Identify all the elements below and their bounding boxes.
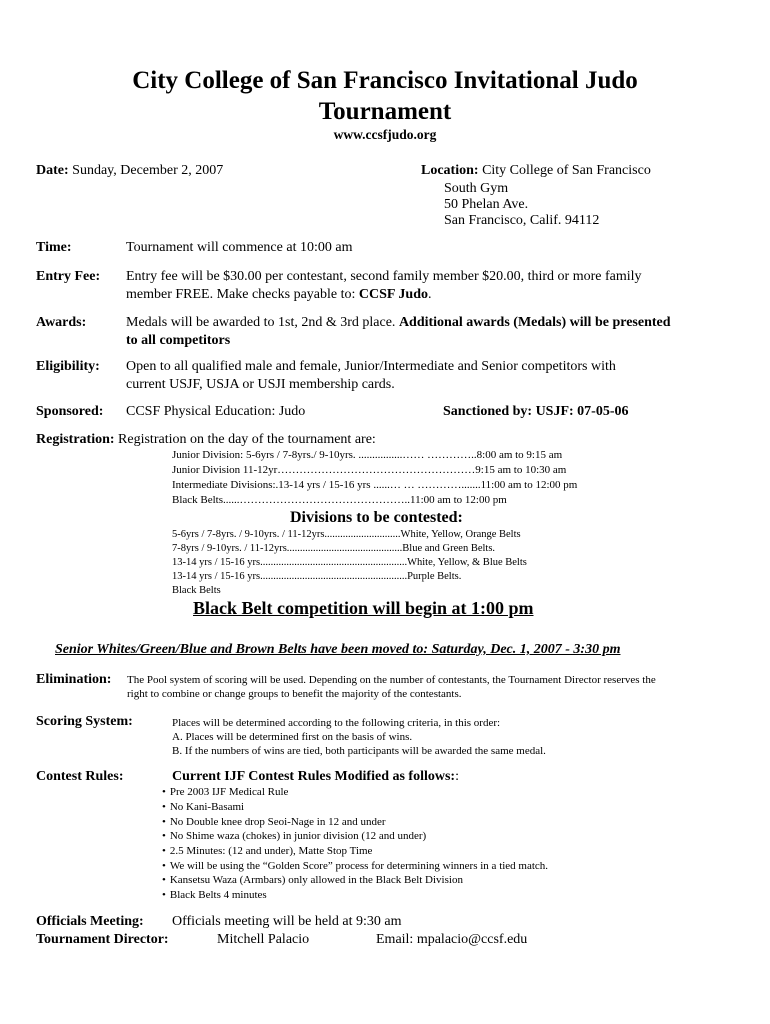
registration-line: Junior Division 11-12yr………………………………………………9:15 am to 10:30 am: [172, 464, 567, 476]
scoring-label: Scoring System:: [36, 714, 133, 729]
date-label: Date:: [36, 163, 69, 178]
awards-text: Medals will be awarded to 1st, 2nd & 3rd place.: [126, 315, 399, 330]
division-line: 7-8yrs / 9-10yrs. / 11-12yrs............................................Blue and Green Belts.: [172, 543, 496, 554]
entry-fee-line2: [126, 286, 432, 304]
division-line: 13-14 yrs / 15-16 yrs........................................................White, Yellow, & Blue Belts: [172, 557, 527, 568]
officials-label: Officials Meeting:: [36, 914, 144, 929]
entry-fee-payee: CCSF Judo: [358, 287, 428, 302]
contest-rules-heading-suffix: :: [455, 769, 459, 784]
director-email: Email: mpalacio@ccsf.edu: [376, 932, 528, 947]
registration-line: Black Belts......………………………………………..11:00 am to 12:00 pm: [172, 494, 507, 506]
sponsored-value: CCSF Physical Education: Judo: [126, 404, 306, 419]
elimination-line1: The Pool system of scoring will be used. Depending on the number of contestants, the Tournament Director reserves the: [127, 674, 656, 686]
document-title-line2: Tournament: [318, 98, 452, 125]
registration-line: Junior Division: 5-6yrs / 7-8yrs./ 9-10yrs. ................…… …………..8:00 am to 9:15 am: [172, 449, 563, 461]
registration-intro: Registration on the day of the tournament are:: [114, 432, 376, 447]
rule-bullet: • Pre 2003 IJF Medical Rule: [162, 785, 288, 799]
rule-bullet: • Black Belts 4 minutes: [162, 888, 267, 902]
contest-rules-heading-row: [172, 768, 459, 786]
senior-notice: Senior Whites/Green/Blue and Brown Belts have been moved to: Saturday, Dec. 1, 2007 - 3:30 pm: [55, 642, 621, 657]
awards-label: Awards:: [36, 315, 87, 330]
scoring-line2: A. Places will be determined first on the basis of wins.: [172, 731, 413, 743]
time-value: Tournament will commence at 10:00 am: [126, 240, 353, 255]
date-row: [36, 162, 223, 180]
document-title-line1: City College of San Francisco Invitational Judo: [132, 67, 638, 94]
awards-line1: [126, 314, 671, 332]
location-line2: South Gym: [444, 181, 509, 196]
rule-bullet: • No Double knee drop Seoi-Nage in 12 and under: [162, 815, 386, 829]
elimination-label: Elimination:: [36, 672, 112, 687]
entry-fee-line1: Entry fee will be $30.00 per contestant, second family member $20.00, third or more family: [126, 269, 642, 284]
awards-bold1: Additional awards (Medals) will be presented: [398, 315, 671, 330]
division-line: Black Belts: [172, 585, 221, 596]
division-line: 5-6yrs / 7-8yrs. / 9-10yrs. / 11-12yrs.............................White, Yellow, Orange Belts: [172, 529, 521, 540]
date-value: Sunday, December 2, 2007: [72, 163, 224, 178]
contest-rules-label: Contest Rules:: [36, 769, 124, 784]
rule-bullet: • No Shime waza (chokes) in junior division (12 and under): [162, 829, 426, 843]
eligibility-line2: current USJF, USJA or USJI membership cards.: [126, 377, 395, 392]
scoring-line1: Places will be determined according to the following criteria, in this order:: [172, 717, 501, 729]
scoring-line3: B. If the numbers of wins are tied, both participants will be awarded the same medal.: [172, 745, 546, 757]
entry-fee-label: Entry Fee:: [36, 269, 101, 284]
location-line3: 50 Phelan Ave.: [444, 197, 529, 212]
divisions-heading: Divisions to be contested:: [290, 509, 463, 526]
eligibility-line1: Open to all qualified male and female, Junior/Intermediate and Senior competitors with: [126, 359, 616, 374]
elimination-line2: right to combine or change groups to benefit the majority of the contestants.: [127, 688, 462, 700]
location-line4: San Francisco, Calif. 94112: [444, 213, 600, 228]
sponsored-label: Sponsored:: [36, 404, 104, 419]
officials-value: Officials meeting will be held at 9:30 am: [172, 914, 402, 929]
sanctioned-by: Sanctioned by: USJF: 07-05-06: [443, 404, 629, 419]
director-label: Tournament Director:: [36, 932, 169, 947]
website-url: www.ccsfjudo.org: [333, 127, 437, 142]
location-line1: City College of San Francisco: [482, 163, 651, 178]
rule-bullet: • Kansetsu Waza (Armbars) only allowed in the Black Belt Division: [162, 873, 463, 887]
entry-fee-end: .: [428, 287, 432, 302]
eligibility-label: Eligibility:: [36, 359, 100, 374]
division-line: 13-14 yrs / 15-16 yrs........................................................Purple Belts.: [172, 571, 462, 582]
location-label: Location:: [421, 163, 479, 178]
contest-rules-heading: Current IJF Contest Rules Modified as follows:: [172, 769, 456, 784]
rule-bullet: • No Kani-Basami: [162, 800, 244, 814]
rule-bullet: • 2.5 Minutes: (12 and under), Matte Stop Time: [162, 844, 372, 858]
location-row: [421, 162, 651, 180]
black-belt-notice: Black Belt competition will begin at 1:00 pm: [193, 598, 534, 618]
director-name: Mitchell Palacio: [217, 932, 310, 947]
time-label: Time:: [36, 240, 72, 255]
awards-bold2: to all competitors: [126, 333, 231, 348]
registration-line: Intermediate Divisions:.13-14 yrs / 15-16 yrs ......… … ………….......11:00 am to 12:00 pm: [172, 479, 578, 491]
registration-label: Registration:: [36, 432, 115, 447]
registration-row: [36, 431, 376, 449]
entry-fee-line2-text: member FREE. Make checks payable to:: [126, 287, 359, 302]
rule-bullet: • We will be using the “Golden Score” process for determining winners in a tied match.: [162, 859, 548, 873]
